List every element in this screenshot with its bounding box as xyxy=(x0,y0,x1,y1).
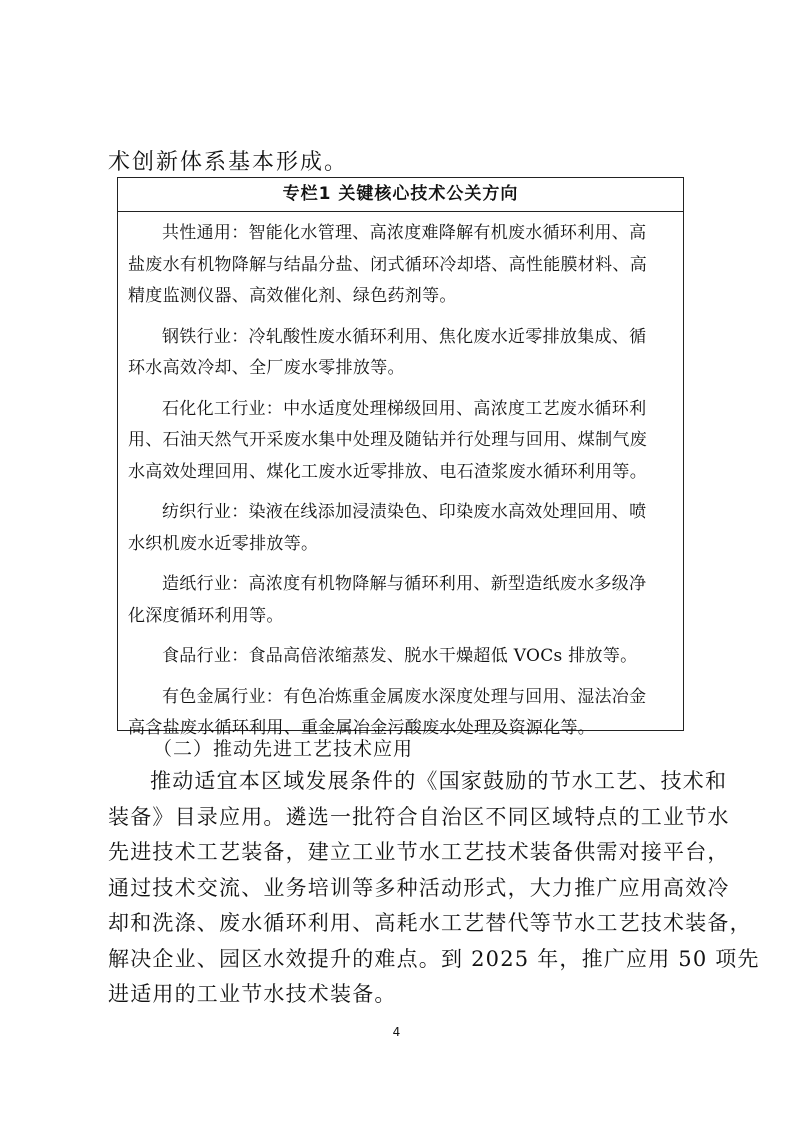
box-body xyxy=(118,212,683,745)
paragraph-line: 却和洗涤、废水循环利用、高耗水工艺替代等节水工艺技术装备， xyxy=(108,911,752,935)
box-item-petrochemical: 石化化工行业：中水适度处理梯级回用、高浓度工艺废水循环利 用、石油天然气开采废水集中处理及随钻并行处理与回用、煤制气废 水高效处理回用、煤化工废水近零排放、电石渣浆废水循环利用等。 xyxy=(128,398,647,482)
paragraph-line: 解决企业、园区水效提升的难点。到 2025 年，推广应用 50 项先 xyxy=(108,946,760,971)
box-item-steel: 钢铁行业：冷轧酸性废水循环利用、焦化废水近零排放集成、循 环水高效冷却、全厂废水零排放等。 xyxy=(128,326,647,378)
body-paragraph xyxy=(108,764,760,1013)
box-item-general: 共性通用：智能化水管理、高浓度难降解有机废水循环利用、高 盐废水有机物降解与结晶分盐、闭式循环冷却塔、高性能膜材料、高 精度监测仪器、高效催化剂、绿色药剂等。 xyxy=(128,223,647,306)
box-item-textile: 纺织行业：染液在线添加浸渍染色、印染废水高效处理回用、喷 水织机废水近零排放等。 xyxy=(128,502,647,554)
paragraph-line: 通过技术交流、业务培训等多种活动形式，大力推广应用高效冷 xyxy=(108,875,730,900)
page-number: 4 xyxy=(392,1025,401,1039)
sidebar-box xyxy=(117,177,684,738)
intro-line: 术创新体系基本形成。 xyxy=(108,150,349,175)
paragraph-line: 推动适宜本区域发展条件的《国家鼓励的节水工艺、技术和 xyxy=(150,769,728,793)
box-item-food: 食品行业：食品高倍浓缩蒸发、脱水干燥超低 VOCs 排放等。 xyxy=(162,646,638,666)
box-item-nonferrous: 有色金属行业：有色冶炼重金属废水深度处理与回用、湿法冶金 高含盐废水循环利用、重金属冶金污酸废水处理及资源化等。 xyxy=(128,686,647,738)
paragraph-line: 装备》目录应用。遴选一批符合自治区不同区域特点的工业节水 xyxy=(108,804,730,829)
box-item-paper: 造纸行业：高浓度有机物降解与循环利用、新型造纸废水多级净 化深度循环利用等。 xyxy=(128,574,647,626)
paragraph-line: 先进技术工艺装备，建立工业节水工艺技术装备供需对接平台， xyxy=(108,840,730,864)
box-title: 专栏1 关键核心技术公关方向 xyxy=(118,178,683,212)
section-heading: （二）推动先进工艺技术应用 xyxy=(153,738,414,760)
paragraph-line: 进适用的工业节水技术装备。 xyxy=(108,982,397,1006)
